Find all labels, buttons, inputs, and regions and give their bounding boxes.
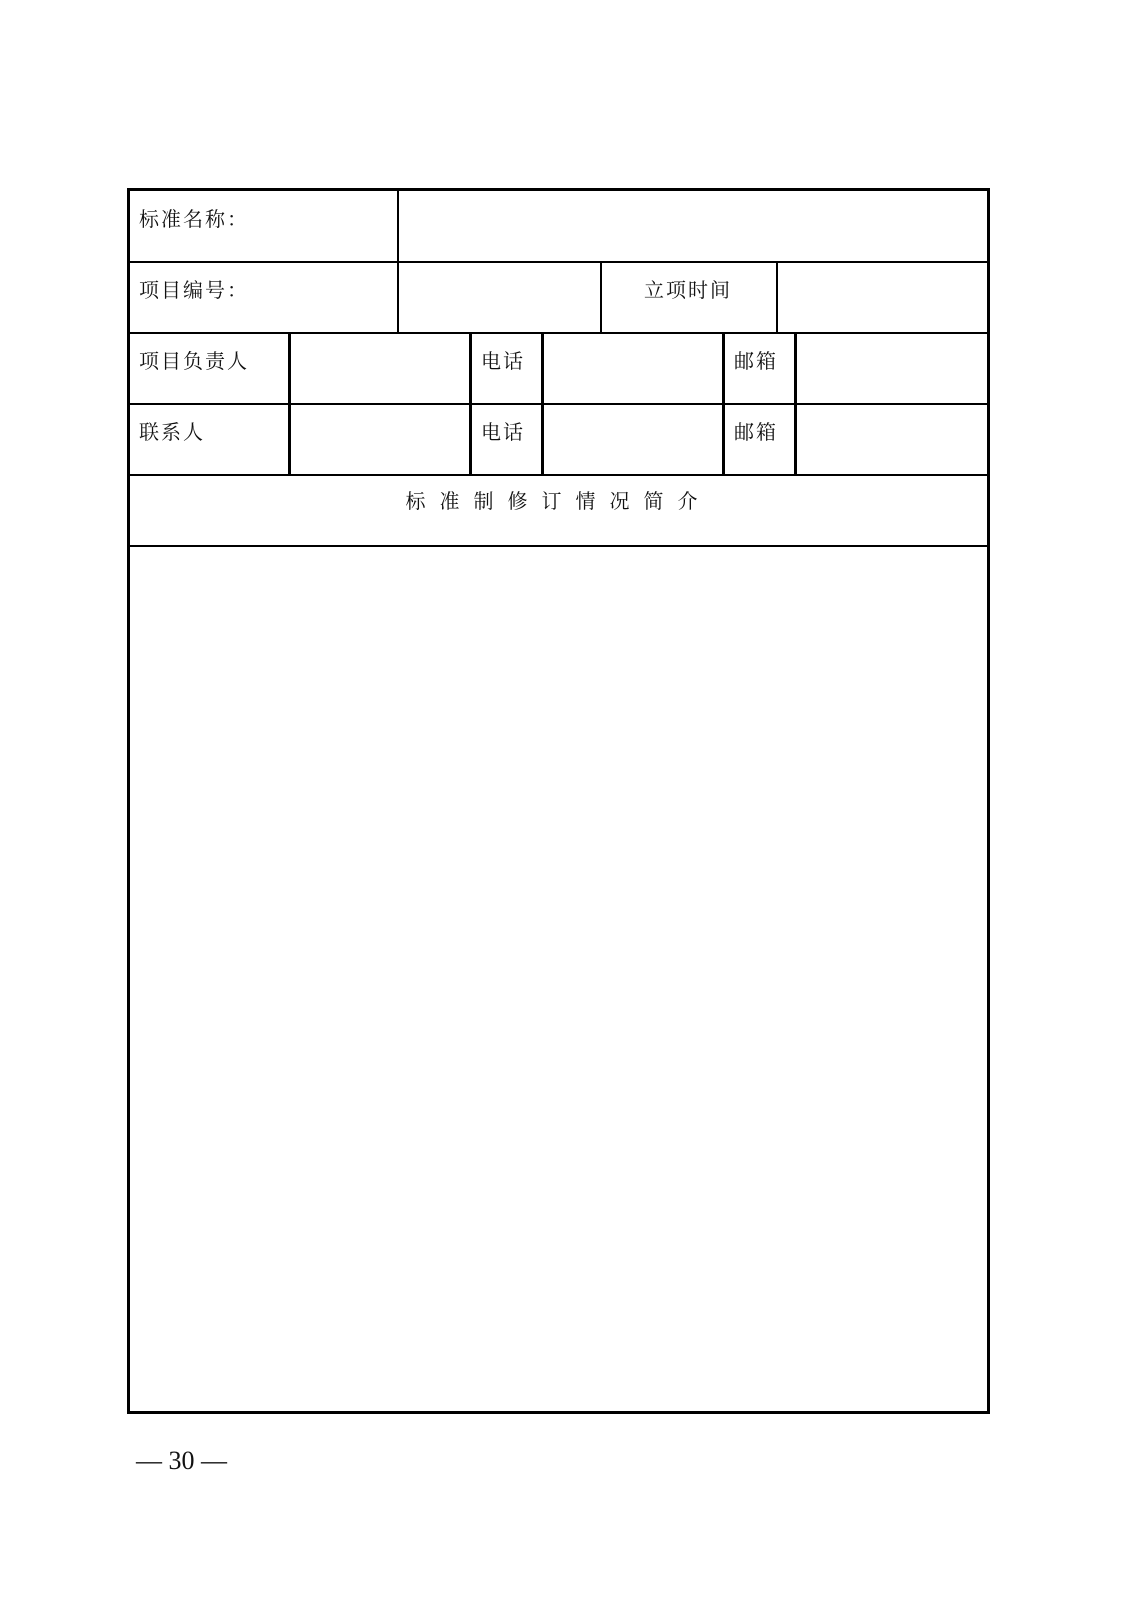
column-divider: [288, 332, 291, 474]
contact-label: 联系人: [139, 420, 205, 444]
contact-phone-field[interactable]: [548, 411, 720, 469]
project-number-label: 项目编号：: [139, 278, 249, 302]
column-divider: [469, 332, 472, 474]
leader-email-label: 邮箱: [734, 349, 778, 373]
approval-time-field[interactable]: [782, 269, 986, 327]
contact-phone-label: 电话: [481, 420, 525, 444]
column-divider: [397, 191, 399, 332]
leader-phone-label: 电话: [481, 349, 525, 373]
contact-field[interactable]: [295, 411, 467, 469]
column-divider: [600, 261, 602, 332]
row-divider: [130, 474, 987, 476]
standard-name-label: 标准名称：: [139, 207, 249, 231]
row-divider: [130, 261, 987, 263]
project-leader-field[interactable]: [295, 340, 467, 398]
column-divider: [722, 332, 725, 474]
row-divider: [130, 403, 987, 405]
row-divider: [130, 545, 987, 547]
contact-email-field[interactable]: [801, 411, 987, 469]
column-divider: [794, 332, 797, 474]
page-number: — 30 —: [136, 1446, 227, 1475]
project-number-field[interactable]: [403, 269, 599, 327]
approval-time-label: 立项时间: [644, 278, 732, 302]
contact-email-label: 邮箱: [734, 420, 778, 444]
leader-email-field[interactable]: [801, 340, 987, 398]
project-leader-label: 项目负责人: [139, 349, 249, 373]
column-divider: [541, 332, 544, 474]
column-divider: [776, 261, 778, 332]
standard-project-form: [127, 188, 990, 1414]
standard-name-field[interactable]: [402, 199, 986, 255]
row-divider: [130, 332, 987, 334]
section-title: 标准制修订情况简介: [405, 489, 712, 513]
revision-summary-textarea[interactable]: [130, 548, 987, 1412]
leader-phone-field[interactable]: [548, 340, 720, 398]
